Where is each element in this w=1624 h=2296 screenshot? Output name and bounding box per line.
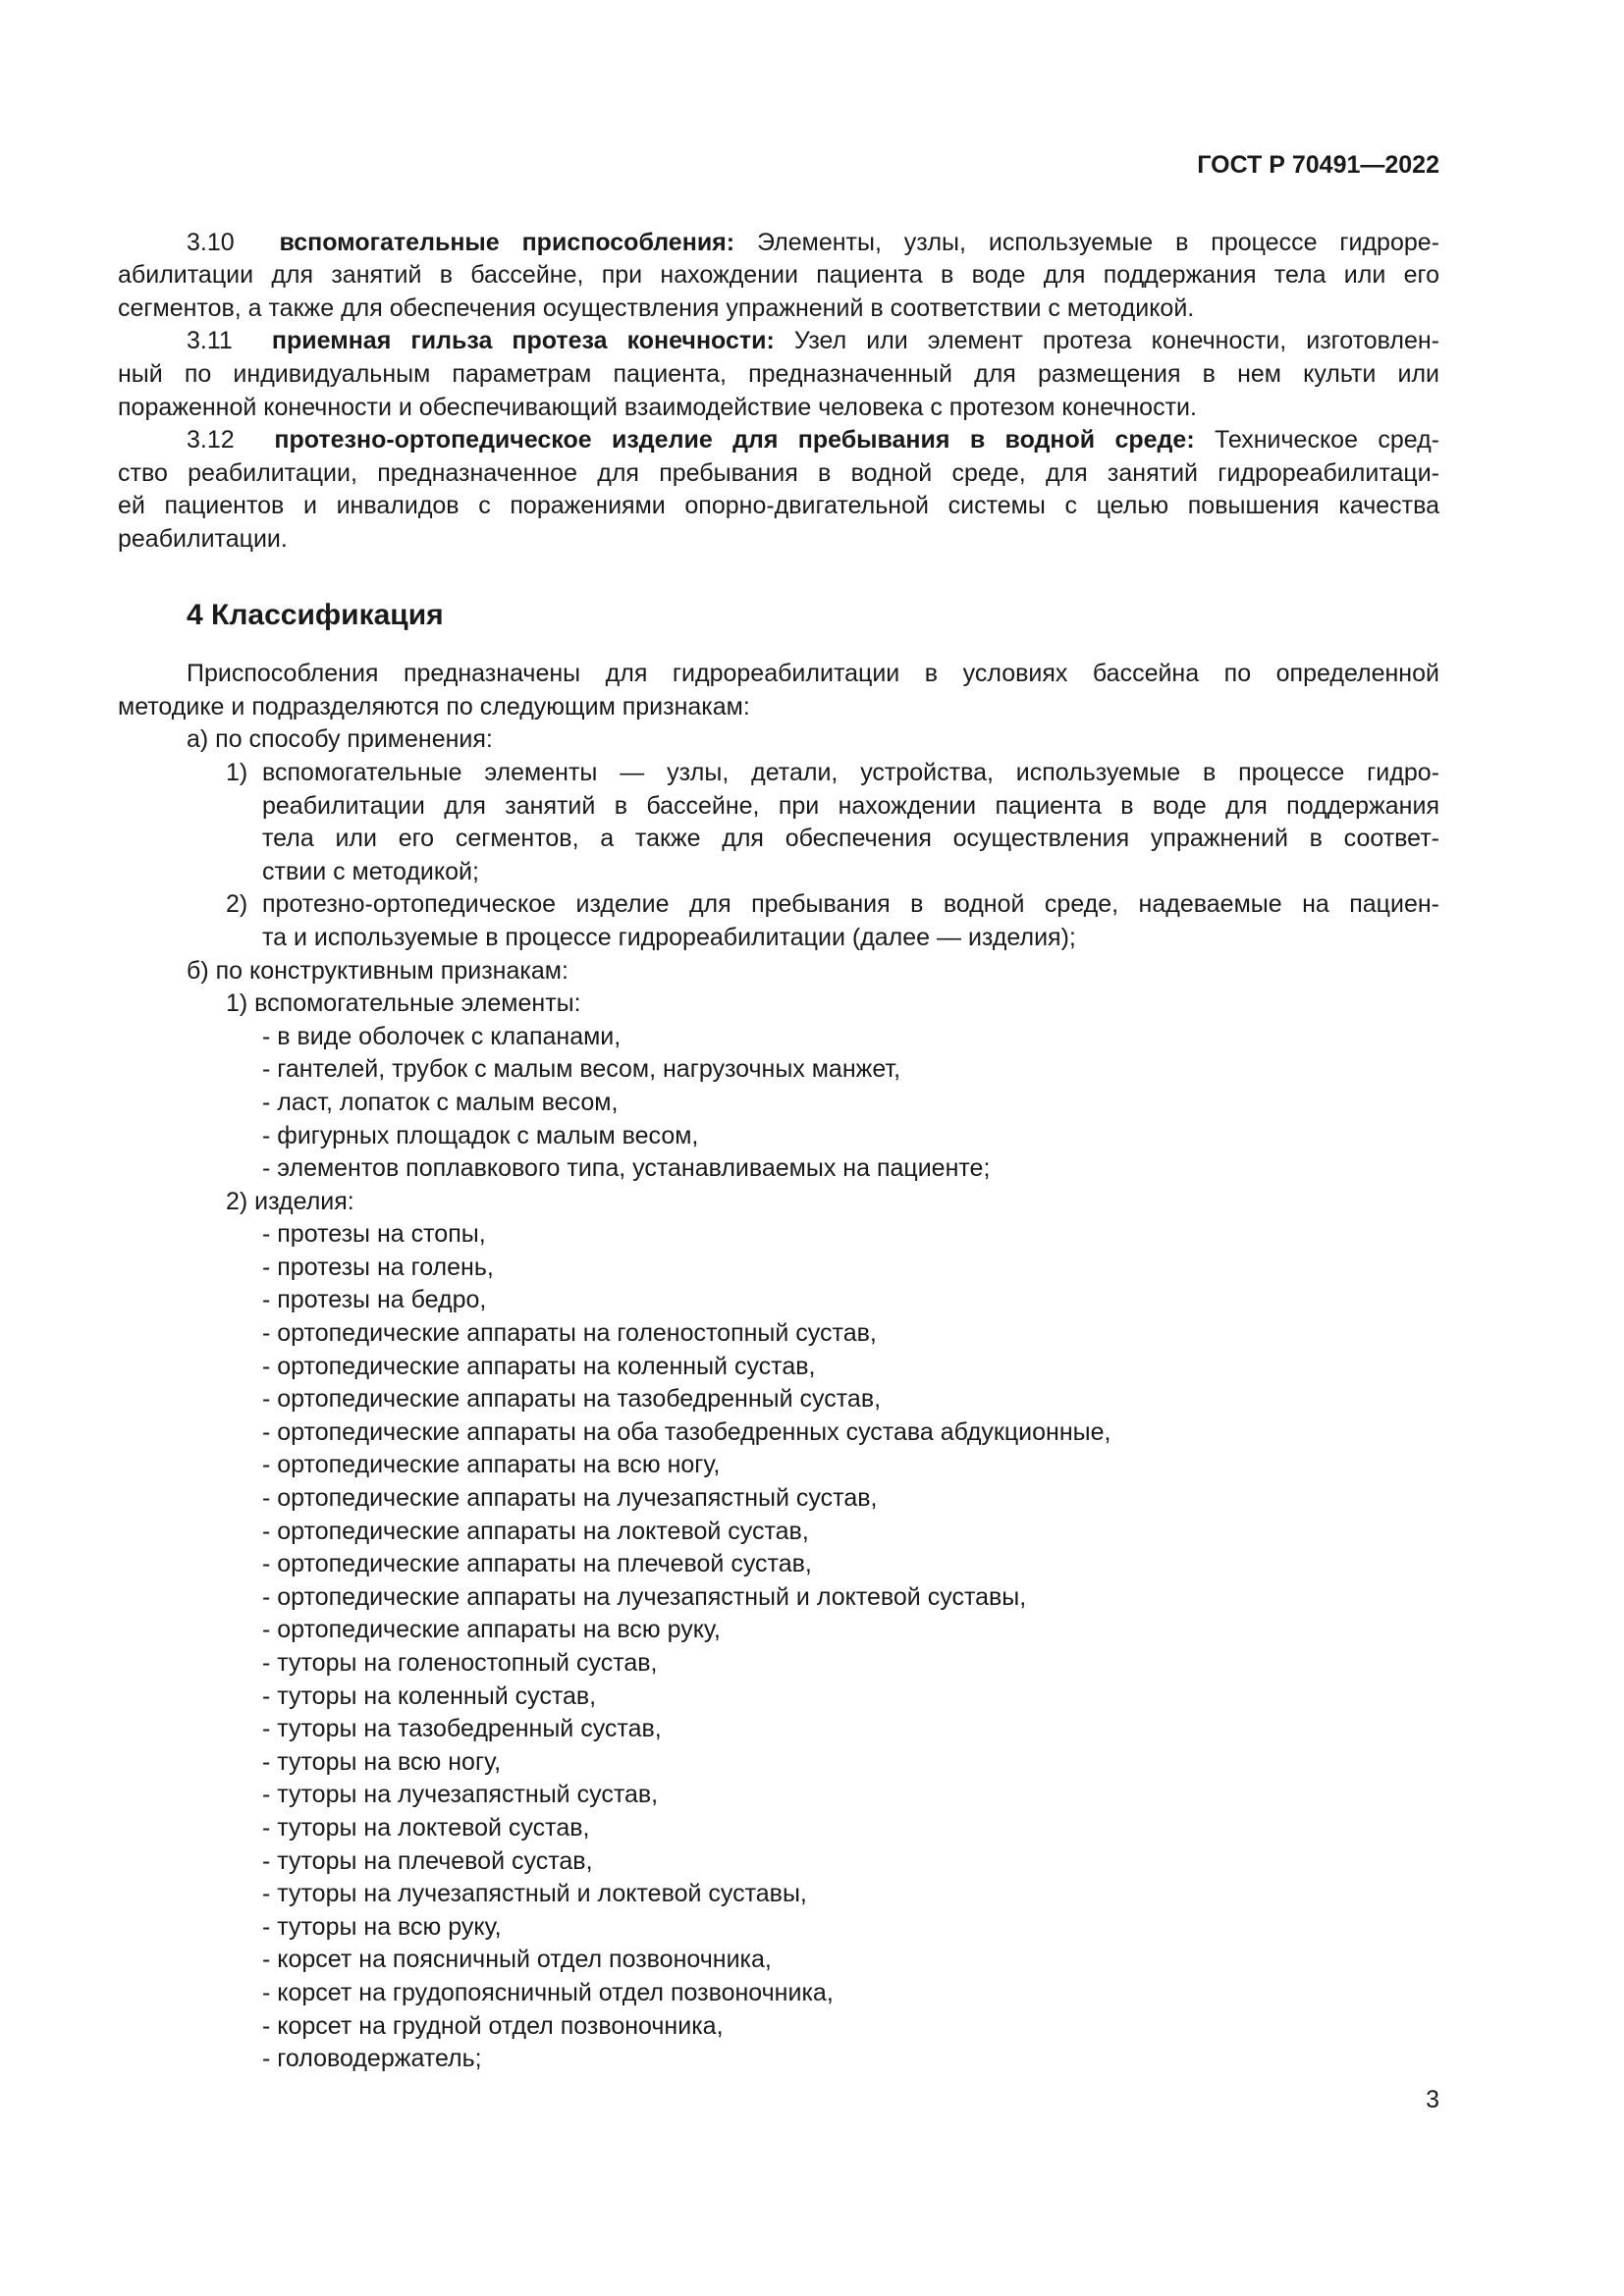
definition-term: приемная гильза протеза конечности: <box>271 327 775 355</box>
list-dash-item: - туторы на лучезапястный и локтевой суставы, <box>262 1880 807 1908</box>
list-dash-item: - корсет на грудопоясничный отдел позвоночника, <box>262 1978 834 2006</box>
intro-line: методике и подразделяются по следующим признакам: <box>118 692 750 721</box>
list-dash-item: - элементов поплавкового типа, устанавливаемых на пациенте; <box>262 1154 991 1183</box>
list-item-number: 2) <box>226 890 248 919</box>
definition-line: ный по индивидуальным параметрам пациента, предназначенный для размещения в нем культи или <box>118 360 1439 389</box>
definition-text: Элементы, узлы, используемые в процессе гидроре- <box>757 228 1439 256</box>
list-item-text: вспомогательные элементы — узлы, детали, устройства, используемые в процессе гидро- <box>262 758 1439 786</box>
list-dash-item: - туторы на плечевой сустав, <box>262 1846 593 1875</box>
list-b-label: б) по конструктивным признакам: <box>187 956 568 985</box>
list-dash-item: - головодержатель; <box>262 2045 482 2073</box>
list-dash-item: - ортопедические аппараты на лучезапястный сустав, <box>262 1484 878 1513</box>
list-dash-item: - гантелей, трубок с малым весом, нагрузочных манжет, <box>262 1055 901 1084</box>
definition-first-line <box>118 325 1439 358</box>
list-dash-item: - ортопедические аппараты на голеностопный сустав, <box>262 1319 877 1348</box>
classification-body <box>118 658 1439 2076</box>
list-item-continuation: реабилитации для занятий в бассейне, при нахождении пациента в воде для поддержания <box>262 791 1439 820</box>
list-dash-item: - туторы на тазобедренный сустав, <box>262 1715 662 1743</box>
definition-line: пораженной конечности и обеспечивающий взаимодействие человека с протезом конечности. <box>118 393 1197 421</box>
list-a-label: а) по способу применения: <box>187 725 493 754</box>
list-item-continuation: та и используемые в процессе гидрореабилитации (далее — изделия); <box>262 923 1076 951</box>
list-dash-item: - ортопедические аппараты на тазобедренный сустав, <box>262 1385 882 1414</box>
definition-number: 3.11 <box>187 327 233 355</box>
list-dash-item: - ортопедические аппараты на оба тазобедренных сустава абдукционные, <box>262 1417 1111 1446</box>
list-dash-item: - туторы на всю руку, <box>262 1912 502 1941</box>
list-dash-item: - протезы на бедро, <box>262 1286 487 1314</box>
definition-line: реабилитации. <box>118 525 288 554</box>
list-dash-item: - в виде оболочек с клапанами, <box>262 1022 622 1050</box>
list-item-text: протезно-ортопедическое изделие для пребывания в водной среде, надеваемые на пациен- <box>262 890 1439 919</box>
list-dash-item: - ортопедические аппараты на всю руку, <box>262 1616 721 1644</box>
definition-line: ство реабилитации, предназначенное для пребывания в водной среде, для занятий гидрореабилитаци- <box>118 458 1439 487</box>
list-dash-item: - туторы на лучезапястный сустав, <box>262 1781 659 1809</box>
intro-line: Приспособления предназначены для гидрореабилитации в условиях бассейна по определенной <box>187 660 1439 688</box>
definition-first-line <box>118 424 1439 457</box>
list-group-label: 1) вспомогательные элементы: <box>226 989 581 1018</box>
definition-first-line <box>118 227 1439 260</box>
list-dash-item: - ортопедические аппараты на лучезапястный и локтевой суставы, <box>262 1582 1027 1611</box>
list-dash-item: - ортопедические аппараты на коленный сустав, <box>262 1352 816 1380</box>
list-dash-item: - ортопедические аппараты на всю ногу, <box>262 1451 721 1479</box>
list-dash-item: - фигурных площадок с малым весом, <box>262 1121 699 1149</box>
list-item-continuation: тела или его сегментов, а также для обеспечения осуществления упражнений в соответ- <box>262 825 1439 853</box>
list-dash-item: - ортопедические аппараты на плечевой сустав, <box>262 1550 812 1578</box>
page-number: 3 <box>1426 2086 1439 2113</box>
definition-number: 3.10 <box>187 228 235 256</box>
list-group-label: 2) изделия: <box>226 1187 354 1215</box>
definition-term: вспомогательные приспособления: <box>279 228 735 256</box>
definition-line: абилитации для занятий в бассейне, при нахождении пациента в воде для поддержания тела или его <box>118 261 1439 290</box>
definition-term: протезно-ортопедическое изделие для пребывания в водной среде: <box>274 426 1195 454</box>
list-item <box>118 888 1439 922</box>
list-dash-item: - протезы на голень, <box>262 1253 494 1281</box>
list-dash-item: - ласт, лопаток с малым весом, <box>262 1088 619 1116</box>
section-heading: 4 Классификация <box>187 599 444 631</box>
definition-line: ей пациентов и инвалидов с поражениями опорно-двигательной системы с целью повышения качества <box>118 492 1439 520</box>
definition-text: Техническое сред- <box>1215 426 1439 454</box>
list-dash-item: - туторы на голеностопный сустав, <box>262 1649 658 1677</box>
definitions-section <box>118 227 1439 557</box>
list-item <box>118 757 1439 790</box>
definition-line: сегментов, а также для обеспечения осуществления упражнений в соответствии с методикой. <box>118 294 1195 322</box>
document-code: ГОСТ Р 70491—2022 <box>1197 151 1439 179</box>
definition-number: 3.12 <box>187 426 235 454</box>
list-dash-item: - ортопедические аппараты на локтевой сустав, <box>262 1517 809 1545</box>
list-item-continuation: ствии с методикой; <box>262 857 479 885</box>
list-dash-item: - корсет на грудной отдел позвоночника, <box>262 2011 724 2040</box>
list-dash-item: - туторы на коленный сустав, <box>262 1682 597 1710</box>
list-item-number: 1) <box>226 758 248 786</box>
list-dash-item: - туторы на локтевой сустав, <box>262 1813 590 1842</box>
definition-text: Узел или элемент протеза конечности, изготовлен- <box>793 327 1439 355</box>
list-dash-item: - протезы на стопы, <box>262 1220 486 1249</box>
list-dash-item: - корсет на поясничный отдел позвоночника, <box>262 1946 772 1974</box>
list-dash-item: - туторы на всю ногу, <box>262 1747 502 1776</box>
